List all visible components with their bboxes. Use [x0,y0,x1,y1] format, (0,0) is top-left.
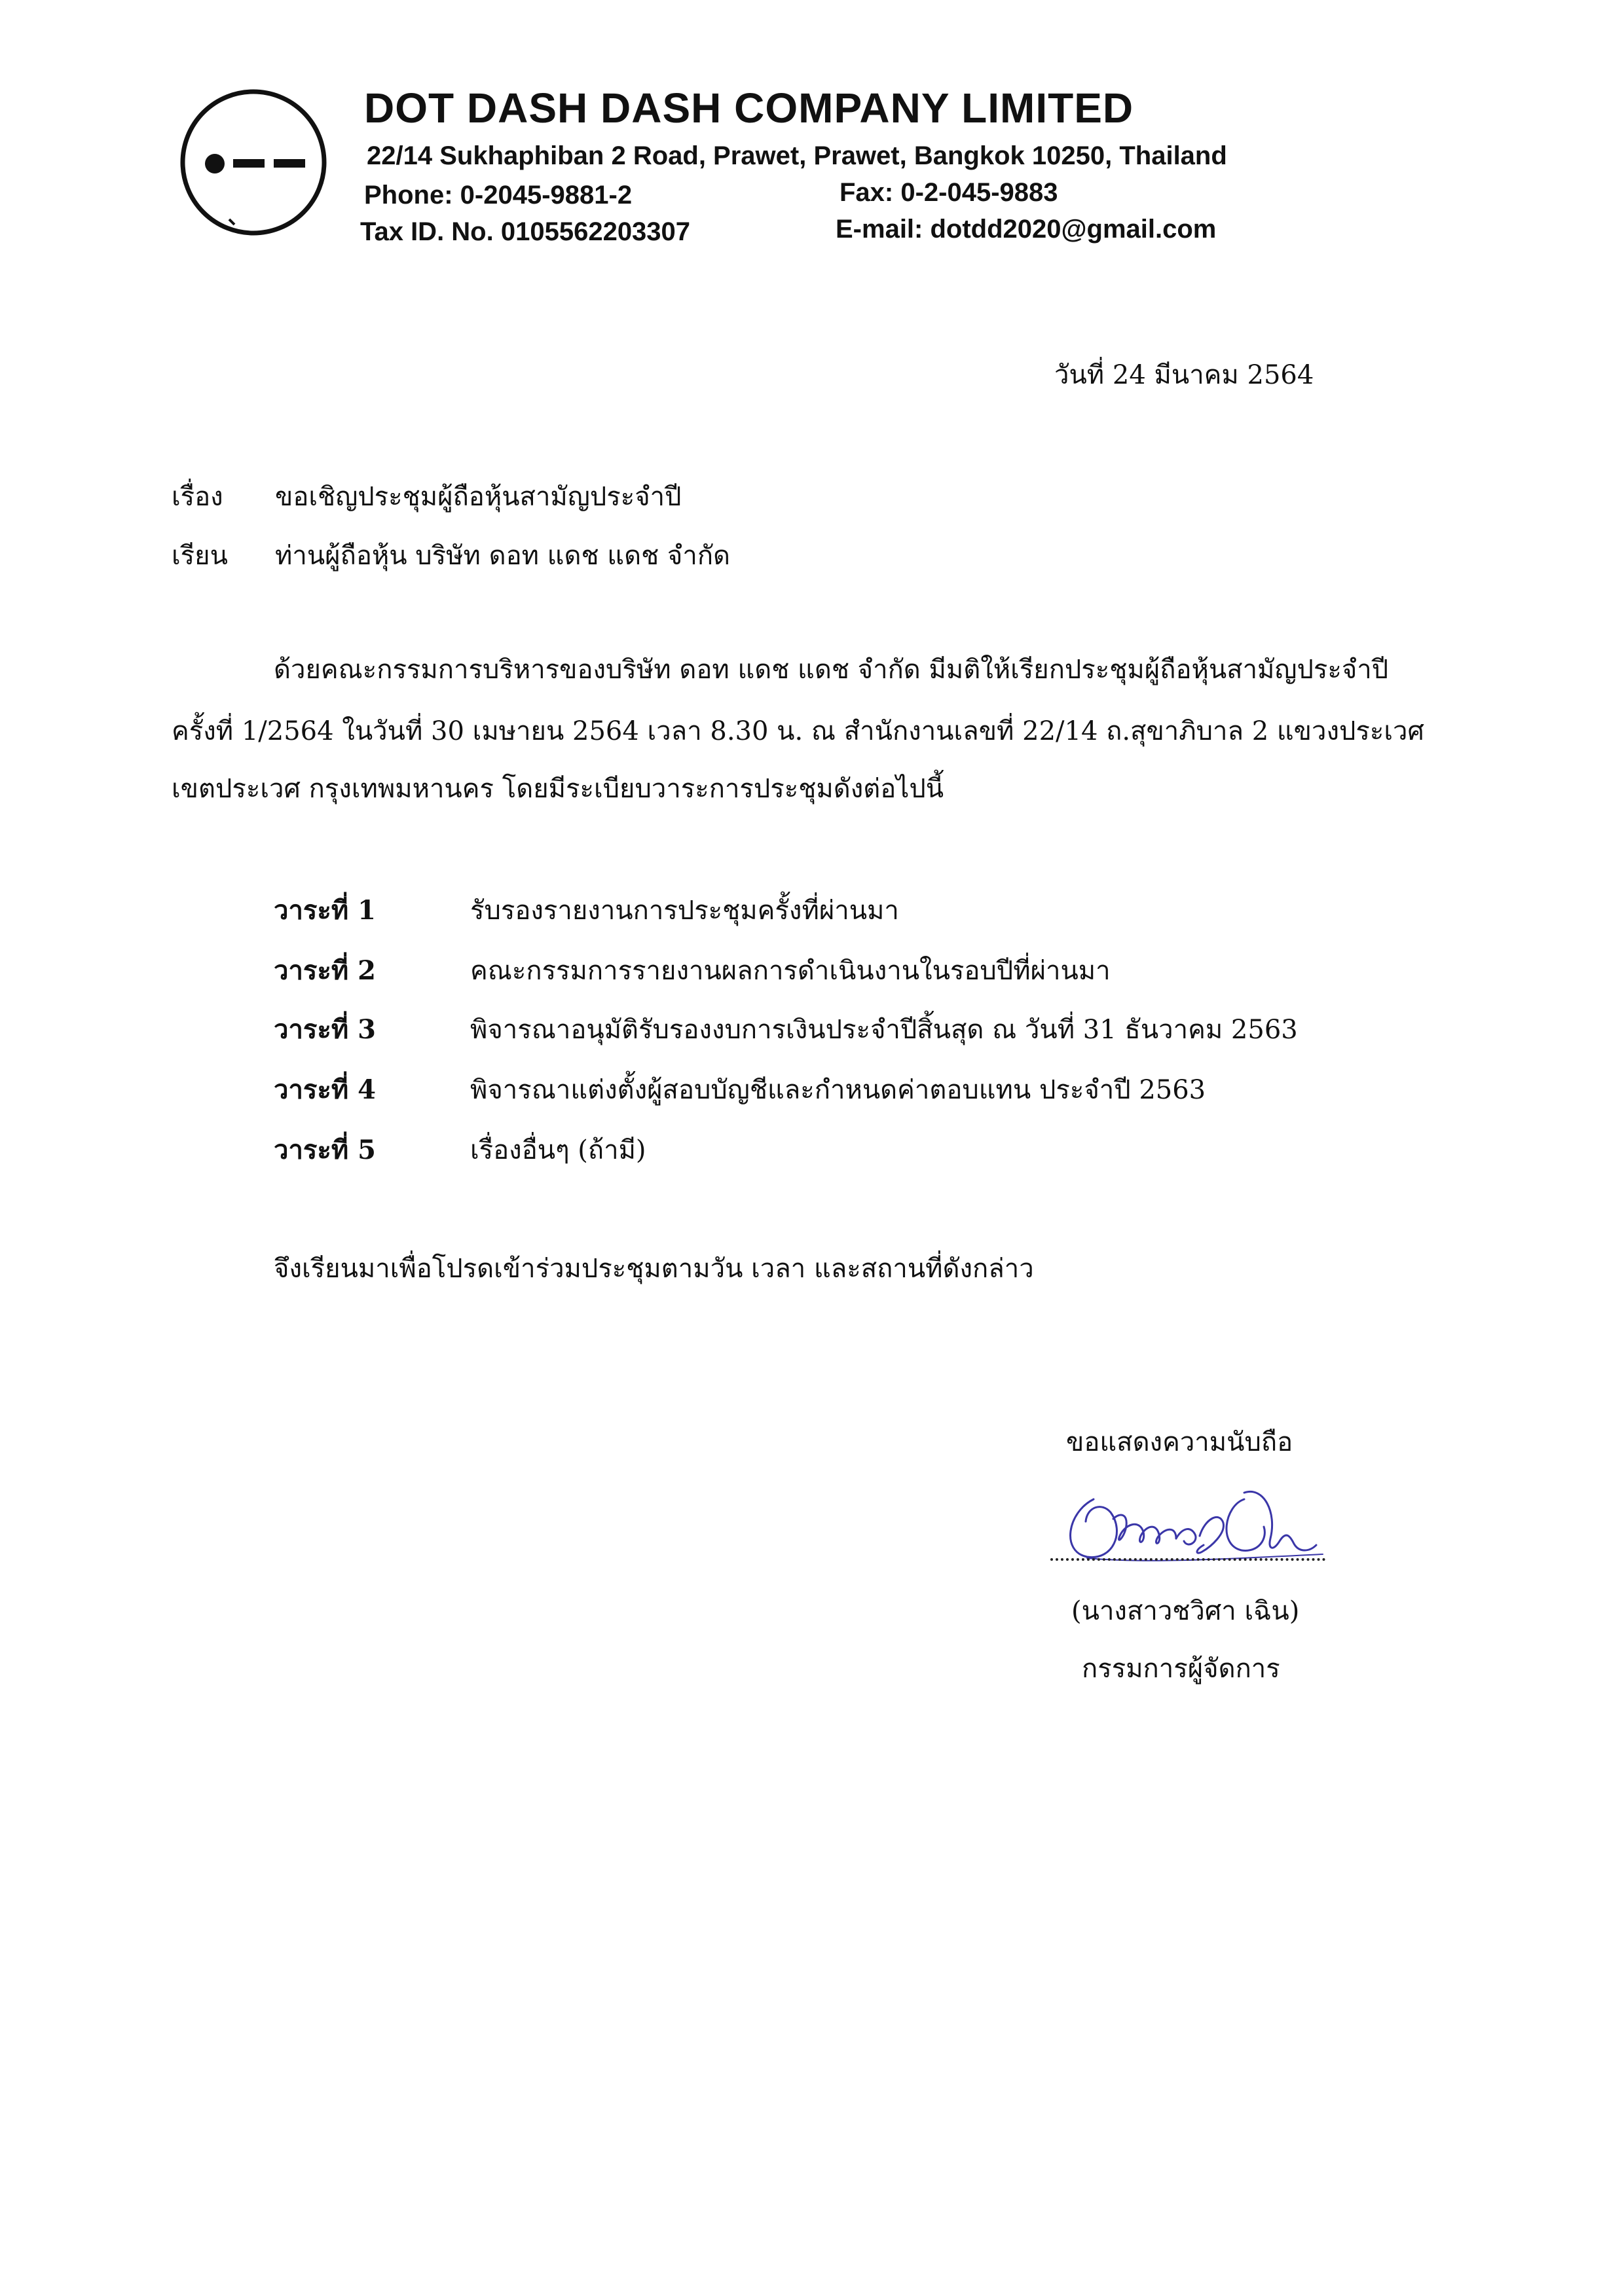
body-line: เขตประเวศ กรุงเทพมหานคร โดยมีระเบียบวาระการประชุมดังต่อไปนี้ [172,774,944,804]
company-fax: Fax: 0-2-045-9883 [840,178,1058,207]
closing-sentence: จึงเรียนมาเพื่อโปรดเข้าร่วมประชุมตามวัน เวลา และสถานที่ดังกล่าว [274,1254,1034,1284]
subject-text: ขอเชิญประชุมผู้ถือหุ้นสามัญประจำปี [275,482,682,512]
recipient-text: ท่านผู้ถือหุ้น บริษัท ดอท แดช แดช จำกัด [275,541,731,571]
agenda-item-text: คณะกรรมการรายงานผลการดำเนินงานในรอบปีที่ผ่านมา [470,956,1111,986]
agenda-item-label: วาระที่ 5 [274,1135,377,1165]
agenda-item-text: เรื่องอื่นๆ (ถ้ามี) [470,1135,646,1165]
company-phone: Phone: 0-2045-9881-2 [364,181,633,210]
agenda-item-label: วาระที่ 2 [274,955,377,986]
letter-date: วันที่ 24 มีนาคม 2564 [1054,360,1314,390]
signature-dotted-line [1050,1558,1325,1561]
signer-name: (นางสาวชวิศา เฉิน) [1071,1596,1300,1626]
handwritten-signature [1048,1473,1336,1571]
regards-line: ขอแสดงความนับถือ [1066,1427,1293,1457]
agenda-item-label: วาระที่ 3 [274,1014,377,1045]
company-address: 22/14 Sukhaphiban 2 Road, Prawet, Prawet, Bangkok 10250, Thailand [367,141,1227,170]
recipient-label: เรียน [172,541,228,571]
agenda-item-text: พิจารณาแต่งตั้งผู้สอบบัญชีและกำหนดค่าตอบแทน ประจำปี 2563 [470,1075,1206,1105]
company-name: DOT DASH DASH COMPANY LIMITED [364,84,1134,132]
company-logo [178,85,329,242]
body-line: ด้วยคณะกรรมการบริหารของบริษัท ดอท แดช แดช จำกัด มีมติให้เรียกประชุมผู้ถือหุ้นสามัญประจำปี [274,655,1389,685]
body-line: ครั้งที่ 1/2564 ในวันที่ 30 เมษายน 2564 เวลา 8.30 น. ณ สำนักงานเลขที่ 22/14 ถ.สุขาภิบาล 2 แขวงประเวศ [172,716,1424,746]
agenda-item-text: พิจารณาอนุมัติรับรองงบการเงินประจำปีสิ้นสุด ณ วันที่ 31 ธันวาคม 2563 [470,1015,1298,1045]
signer-title: กรรมการผู้จัดการ [1082,1654,1280,1684]
agenda-item-label: วาระที่ 4 [274,1074,377,1105]
agenda-item-label: วาระที่ 1 [274,895,377,926]
subject-label: เรื่อง [172,482,223,512]
company-tax-id: Tax ID. No. 0105562203307 [360,217,691,246]
agenda-item-text: รับรองรายงานการประชุมครั้งที่ผ่านมา [470,896,899,926]
company-email: E-mail: dotdd2020@gmail.com [836,215,1217,244]
